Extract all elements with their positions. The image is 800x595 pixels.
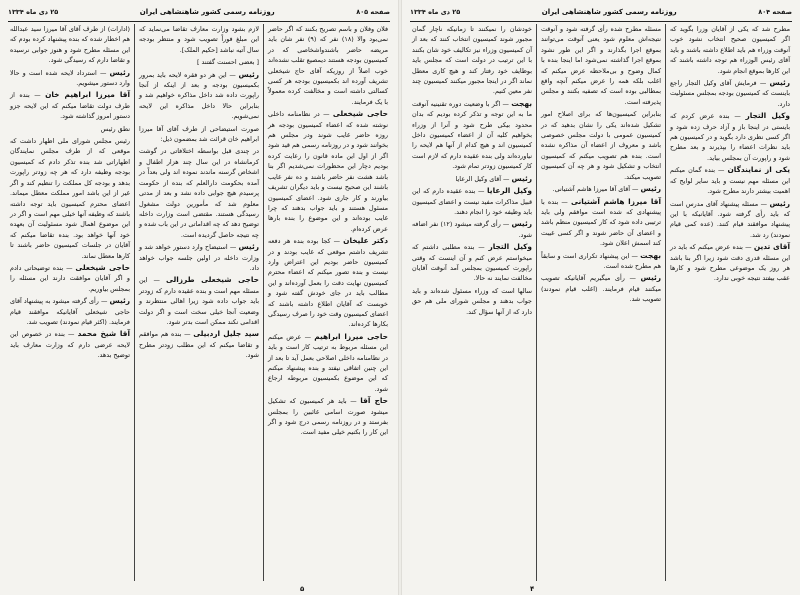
paragraph: [139, 70, 259, 122]
paragraph-text: [ بعضی احسنت گفتند ]: [197, 58, 259, 67]
speaker-name: رئیس: [238, 69, 259, 79]
speaker-name: حاجی شیخعلی طرزالی: [165, 275, 259, 285]
paragraph-text: در چندی قبل بواسطه اختلافاتی در گوشت کرمانشاه در این سال چند هزار اطفال و اشخاص گرسنه ماندند نموده اند ولی بعداً در آمده بحکومت دارالعلم که بنده از حکومت پرسیدم هیچ جوابی داده نشد و بعد از مدتی معلوم شد که مأمورین دولت مشغول رسیدگی هستند. مقتضی است وزارت داخله توضیح دهد که چه اقداماتی در این باب شده و چه نتیجه حاصل گردیده است.: [139, 147, 259, 239]
text-column: [665, 24, 794, 581]
paragraph-text: — رأی میگیریم آقایانیکه تصویب میکنند قیام فرمایند. (اغلب قیام نمودند) تصویب شد.: [541, 274, 661, 304]
paragraph-text: — عرض میکنم این مسئله مربوط به ترتیب کار است و باید در نظامنامه داخلی اصلاحی بعمل آید تا بعد از این چنین اتفاقی نیفتد و بنده پیشنهاد میکنم که این موضوع بکمیسیون مربوطه ارجاع شود.: [268, 332, 388, 393]
paragraph-text: — این هر دو فقره لایحه باید بمرور بکمیسیون بودجه و بعد از اینکه از آنجا راپورت داده شد داخل مذاکره خواهیم شد و بنابراین حالا داخل مذاکره این لایحه نمی‌شویم.: [139, 70, 259, 121]
paragraph-text: (ادارات) از طرف آقای آقا میرزا سید عبدالله هم اخطار شده که بنده پیشنهاد کرده بودم که این مسئله مطرح شود و هنوز جوابی نرسیده و تقاضا دارم که رسیدگی شود.: [10, 25, 130, 65]
speaker-name: رئیس: [109, 67, 130, 77]
paragraph: [541, 109, 661, 182]
speaker-name: آقا میرزا هاشم آشتیانی: [570, 196, 661, 206]
page-number: صفحه ۸۰۴: [758, 8, 792, 16]
speaker-name: دکتر علیخان: [343, 236, 388, 246]
paragraph: [10, 263, 130, 294]
text-column: [6, 24, 134, 581]
paragraph: [541, 24, 661, 107]
paragraph: [10, 24, 130, 66]
speaker-name: وکیل الرعایا: [487, 186, 533, 196]
speaker-name: رئیس: [511, 173, 532, 183]
paragraph-text: — رأی گرفته میشود (۱۲) نفر اضافه شود.: [412, 220, 532, 239]
paragraph-text: مطرح شد که یکی از آقایان وزرا بگوید که اگر کمیسیون صحیح انتخاب نشود خوب آنوقت وزراء هم باید اطلاع داشته باشند و باید آقای رئیس الوزراء هم توجه داشته باشند که این کارها بموقع انجام شود.: [670, 25, 790, 75]
paragraph-text: — بنده عقیده دارم که این قبیل مذاکرات مفید نیست و اعضای کمیسیون باید وظیفه خود را انجام دهند.: [412, 187, 532, 216]
paragraph: [541, 184, 661, 194]
paragraph: [139, 57, 259, 67]
page-number: صفحه ۸۰۵: [356, 8, 390, 16]
paragraph-text: رئیس مجلس شورای ملی اظهار داشت که موقعی که از طرف مجلس نمایندگان اظهاراتی شد بنده تذکر دادم که کمیسیون بودجه وظیفه دارد که هر چه زودتر راپورت بدهد و بودجه کل مملکت را تنظیم کند و اگر غیر از این باشد امور مملکت معطل میماند. اعضای محترم کمیسیون باید توجه داشته باشند که وظیفه آنها خیلی مهم است و اگر در این موضوع اهمال شود مسئولیت آن بعهده خود آنها خواهد بود. بنده تقاضا میکنم که آقایان در جلسات کمیسیون حاضر باشند تا کارها معطل نماند.: [10, 137, 130, 260]
speaker-name: رئیس: [109, 296, 130, 306]
speaker-name: بهجت: [511, 98, 532, 108]
paragraph-text: لازم بشود وزارت معارف تقاضا می‌نماید که این مبلغ فوراً تصویب شود و منتظر بودجه سال آتیه نباشد [حکیم الملک].: [139, 25, 259, 54]
paragraph: [541, 197, 661, 249]
paragraph: [268, 24, 388, 107]
speaker-name: رئیس: [238, 242, 259, 252]
paragraph-text: — استرداد لایحه شده است و حالا وارد دستور میشویم.: [10, 68, 130, 88]
paragraph-text: — بنده در خصوص این لایحه عرضی دارم که وزارت معارف باید توضیح بدهد.: [10, 330, 130, 360]
paragraph-text: — بنده مطلبی داشتم که میخواستم عرض کنم و آن اینست که وقتی راپورت کمیسیون بمجلس آمد آنوقت آقایان مخالفت نمایند نه حالا.: [412, 243, 532, 283]
text-column: [536, 24, 665, 581]
paragraph: [10, 124, 130, 134]
speaker-name: رئیس: [511, 219, 532, 229]
speaker-name: رئیس: [640, 184, 661, 194]
speaker-name: وکیل التجار: [488, 242, 532, 252]
paragraph-text: مسئله مطرح شده رأی گرفته شود و آنوقت نتیجه‌اش معلوم شود یعنی آنوقت می‌توانند بموقع اجرا بگذارند و اگر این طور نشود بموقع اجرا گذاشته نمی‌شود اما اینجا بنده با کمال وضوح و بی‌ملاحظه عرض میکنم که اغلب بلکه همه را عرض میکنم آنچه واقع بمطالبی بوده است که تصفیه بکنند و مجلس پذیرفته است.: [541, 25, 661, 106]
paragraph: [268, 396, 388, 438]
paragraph-text: — استیضاح وارد دستور خواهد شد و وزارت داخله در اولین جلسه جواب خواهد داد.: [139, 243, 259, 272]
paragraph: [412, 219, 532, 240]
speaker-name: رئیس: [769, 198, 790, 208]
paragraph: [10, 296, 130, 327]
paragraph: [10, 136, 130, 261]
newspaper-title: روزنامه رسمی کشور شاهنشاهی ایران: [139, 8, 275, 16]
paragraph: [139, 124, 259, 145]
paragraph: [412, 286, 532, 317]
paragraph-text: — اگر با وضعیت دوره تقنینیه آنوقت ما به این توجه و تذکر کرده بودیم که بدان محدود بیکی طرح شود و آنرا از وزراء بخواهیم کلیه آن از اعضاء کمیسیون داخل کمیسیون اند و هیچ کدام از آنها هم لایحه را نیاورده‌اند ولی بنده عقیده دارم که لازم است کار کمیسیون زودتر تمام شود.: [412, 99, 532, 171]
paragraph-text: نطق رئیس: [100, 124, 130, 133]
paragraph-text: صورت استیضاحی از طرف آقای آقا میرزا ابراهیم خان قرائت شد بمضمون ذیل:: [139, 124, 259, 144]
paragraph: [139, 275, 259, 327]
paragraph: [412, 186, 532, 217]
paragraph-text: — در نظامنامه داخلی نوشته شده که اعضاء کمیسیون بودجه هر روزه حاضر غایب شوند ودر مجلس هم بخوانند شود و در روزنامه رسمی هم قید شود اگر از اول این ماده قانون را رعایت کرده بودیم دچار این محظورات نمی‌شدیم اگر بنا باشد هشت نفر حاضر باشند و ده نفر غایب باشند این صحیح نیست و باید دیگران تشریف بیاورند و کار جاری شود. اعضای کمیسیون مسئول هستند و باید جواب بدهند که چرا غایب بوده‌اند و این موضوع را بنده بارها عرض کرده‌ام.: [268, 110, 388, 233]
paragraph: [670, 242, 790, 284]
paragraph: [139, 24, 259, 55]
paragraph-text: — بنده هم موافقم و تقاضا میکنم که این مطلب زودتر مطرح شود.: [139, 330, 259, 360]
paragraph: [268, 236, 388, 330]
folio-number: ۴: [530, 585, 535, 593]
paragraph-text: — بنده توضیحاتی دادم و اگر آقایان موافقت دارند این مسئله را بمجلس بیاوریم.: [10, 263, 130, 293]
speaker-name: آقای تدین: [753, 242, 790, 252]
paragraph-text: — آقای آقا میرزا هاشم آشتیانی.: [552, 185, 639, 194]
paragraph: [139, 146, 259, 240]
paragraph: [670, 111, 790, 163]
paragraph: [139, 242, 259, 273]
paragraph-text: خودشان را نمیکنند تا زمانیکه ناچار گمان مجبور شوند کمیسیون انتخاب کنند که بعد از آن کمیسیون وزراء نیز تکالیف خود شان بکنند با این ترتیب در دولت است که مجلس باید بوظایف خود رفتار کند و هیچ کاری معطل نماند اگر در اینجا مجبور میکنند کمیسیون چند نفر معین کنیم.: [412, 25, 532, 96]
paragraph: [541, 251, 661, 272]
speaker-name: رئیس: [640, 273, 661, 283]
speaker-name: آقا میرزا ابراهیم خان: [45, 90, 130, 100]
paragraph-text: — این مسئله مهم است و بنده عقیده دارم که زودتر باید جواب داده شود زیرا اهالی منتظرند و وضعیت آنجا خیلی سخت است و اگر دولت اقدامی نکند ممکن است بدتر شود.: [139, 276, 259, 326]
text-column: [134, 24, 263, 581]
paragraph: [670, 165, 790, 196]
speaker-name: حاج آقا: [360, 396, 388, 406]
paragraph: [139, 329, 259, 360]
paragraph-text: — رأی گرفته میشود به پیشنهاد آقای حاجی شیخعلی آقایانیکه موافقند قیام فرمایند. (اکثر قیام نمودند) تصویب شد.: [10, 297, 130, 326]
paragraph-text: بنابراین کمیسیون‌ها که برای اصلاح امور تشکیل شده‌اند یکی را نشان بدهید که در کمیسیون عمومی با دولت مجلس خصوصی باشد و معروف از اعضاء آن مذاکره نشده است. بنده هم تصویب میکنم که کمیسیون انتخاب و تشکیل شود و هر چه آن کمیسیون تصویب میکند.: [541, 110, 661, 181]
speaker-name: یکی از نمایندگان: [727, 165, 790, 175]
right-page: [402, 0, 800, 595]
paragraph: [412, 174, 532, 184]
paragraph-text: — بنده با پیشنهادی که شده است موافقم ولی باید ترتیبی داده شود که کار کمیسیون منظم باشد و اعضای آن حاضر شوند و اگر کسی غیبت کند اسمش اعلان شود.: [541, 197, 661, 248]
paragraph-text: — بنده عرض میکنم که باید در این مسئله قدری دقت شود زیرا اگر بنا باشد هر روز یک موضوعی مطرح شود و کارها عقب بیفتد نتیجه خوبی ندارد.: [670, 243, 790, 283]
paragraph: [10, 68, 130, 89]
page-header: [410, 6, 792, 22]
paragraph-text: — این پیشنهاد تکراری است و سابقاً هم مطرح شده است.: [541, 251, 661, 270]
paragraph-text: — مسئله پیشنهاد آقای مدرس است که باید رأی گرفته شود. آقایانیکه با این پیشنهاد موافقند قیام کنند. (عده کمی قیام نمودند) رد شد.: [670, 199, 790, 239]
paragraph-text: — آقای وکیل الرعایا: [455, 174, 510, 183]
paragraph: [268, 332, 388, 394]
paragraph-text: فلان وفلان و باسم تصریح بکنند که اگر حاضر نمی‌بود والا (۱۸) نفر که (۹) نفر شان باید مریضه حاضر باشندواشخاصی که در کمیسیون بودجه هستند دیمصیع تقلب نشده‌اند خوب اصلاً از روزیکه آقای حاج شیخعلی تشریف آورده اند بکمیسیون بودجه هر کسی کسالتی داشته است و مخالفت کرده معمولاً با یک فرمایند.: [268, 25, 389, 106]
left-page: [0, 0, 398, 595]
newspaper-title: روزنامه رسمی کشور شاهنشاهی ایران: [541, 8, 677, 16]
issue-date: ۲۵ دی ماه ۱۳۳۴: [410, 8, 461, 16]
paragraph: [541, 273, 661, 304]
paragraph: [670, 199, 790, 241]
paragraph: [670, 78, 790, 109]
speaker-name: حاجی شیخعلی: [75, 262, 130, 272]
paragraph: [268, 109, 388, 234]
paragraph-text: — بنده از طرف دولت تقاضا میکنم که این لایحه جزو دستور امروز گذاشته شود.: [10, 91, 130, 121]
columns: [6, 24, 392, 581]
paragraph: [412, 99, 532, 172]
paragraph: [670, 24, 790, 76]
paragraph: [412, 242, 532, 284]
folio-number: ۵: [300, 585, 305, 593]
paragraph: [412, 24, 532, 97]
speaker-name: بهجت: [640, 250, 661, 260]
paragraph: [10, 329, 130, 360]
paragraph-text: — کجا بوده بنده هر دفعه تشریف داشتم موقعی که غایب بودند و در کمیسیون حاضر بودیم این اعتراض وارد نیست و بنده تصور میکنم که اعضاء محترم کمیسیون نهایت دقت را بعمل آورده‌اند و این مطالب باید در جای خودش گفته شود و خوبست که آقایان اطلاع داشته باشند که اعضای کمیسیون وقت خود را صرف رسیدگی بکارها کرده‌اند.: [268, 237, 388, 329]
speaker-name: رئیس: [769, 78, 790, 88]
issue-date: ۲۵ دی ماه ۱۳۳۴: [8, 8, 59, 16]
speaker-name: حاجی شیخعلی: [332, 109, 388, 119]
speaker-name: سید جلیل اردبیلی: [193, 329, 259, 339]
paragraph-text: — باید هر کمیسیون که تشکیل میشود صورت اسامی غائبین را بمجلس بفرستد و در روزنامه رسمی درج شود و اگر این کار را بکنیم خیلی مفید است.: [268, 397, 388, 437]
paragraph: [10, 90, 130, 121]
page-header: [8, 6, 390, 22]
paragraph-text: — بنده گمان میکنم این مسئله مهم نیست و باید سایر لوایح که اهمیت بیشتر دارند مطرح شود.: [670, 166, 790, 196]
paragraph-text: سالها است که وزراء مسئول شده‌اند و باید جواب بدهند و مجلس شورای ملی هم حق دارد که از آنها سؤال کند.: [412, 286, 532, 316]
speaker-name: آقا شیخ محمد: [77, 329, 131, 339]
columns: [408, 24, 794, 581]
text-column: [408, 24, 536, 581]
speaker-name: وکیل التجار: [745, 111, 790, 121]
text-column: [263, 24, 392, 581]
speaker-name: حاجی میرزا ابراهیم: [314, 331, 388, 341]
paragraph-text: — فرمایش آقای وکیل التجار راجع باینست که کمیسیون بودجه بمجلس مسئولیت دارد.: [670, 79, 790, 108]
paragraph-text: — بنده عرض کردم که بایستی در اینجا باز و آزاد حرف زده شود و اگر کسی نظری دارد بگوید و در کمیسیون هم باید نظرات اعضاء را بپذیرند و بعد مطرح شود و راپورت آن بمجلس بیاید.: [670, 112, 790, 162]
